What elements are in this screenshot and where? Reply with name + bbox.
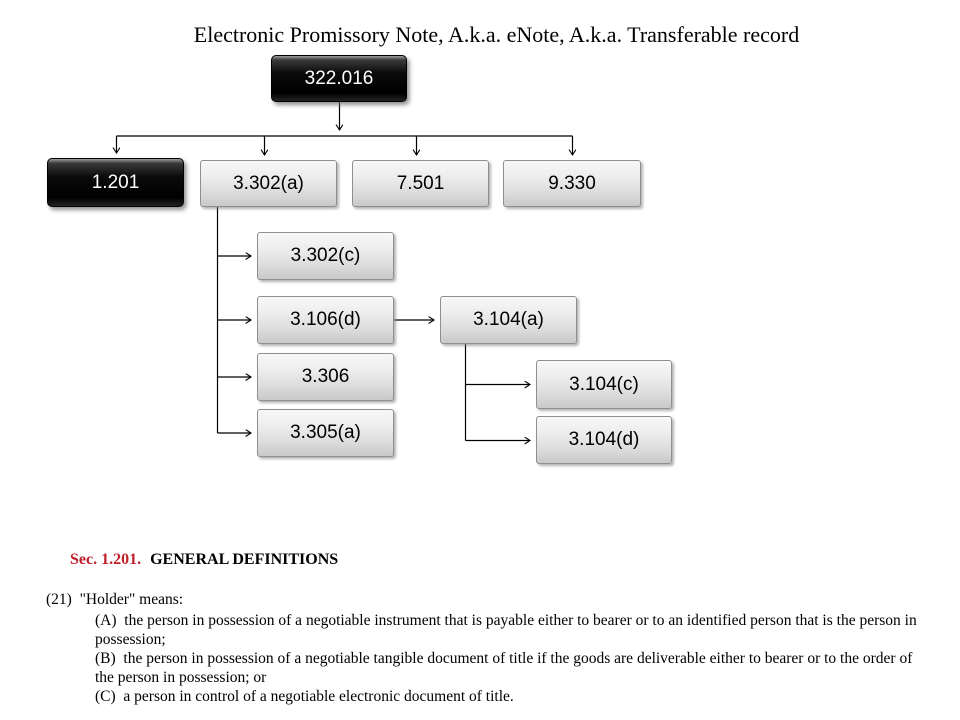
node-3-104d <box>536 416 672 464</box>
node-1-201 <box>47 158 184 207</box>
definitions-block <box>46 530 946 706</box>
node-label: 3.302(a) <box>233 172 304 194</box>
node-3-302a <box>200 160 337 207</box>
definition-line: the person in possession; or <box>95 669 267 686</box>
node-9-330 <box>503 160 641 207</box>
section-ref: Sec. 1.201. <box>70 551 142 568</box>
node-label: 322.016 <box>304 67 374 89</box>
node-3-106d <box>257 296 394 344</box>
definition-intro: (21) "Holder" means: <box>46 591 184 608</box>
section-title: GENERAL DEFINITIONS <box>150 551 339 568</box>
node-label: 3.305(a) <box>290 422 361 443</box>
node-label: 1.201 <box>91 171 140 193</box>
node-label: 3.302(c) <box>290 245 361 266</box>
node-label: 3.106(d) <box>290 309 361 330</box>
definition-line: (C) a person in control of a negotiable electronic document of title. <box>95 688 514 705</box>
node-3-306 <box>257 353 394 401</box>
node-label: 3.104(a) <box>473 309 544 330</box>
definitions-heading <box>46 530 946 590</box>
node-3-104a <box>440 296 577 344</box>
node-label: 3.104(d) <box>568 429 640 450</box>
node-label: 3.104(c) <box>569 373 639 395</box>
definition-line: (B) the person in possession of a negotiable tangible document of title if the goods are deliverable either to bearer or to the order of <box>95 650 913 667</box>
node-label: 7.501 <box>396 172 445 194</box>
node-3-104c <box>536 360 672 409</box>
node-3-302c <box>257 232 394 280</box>
node-322-016 <box>271 55 407 102</box>
slide-title: Electronic Promissory Note, A.k.a. eNote, A.k.a. Transferable record <box>193 22 800 47</box>
node-label: 9.330 <box>548 172 596 194</box>
definition-line: (A) the person in possession of a negotiable instrument that is payable either to bearer or to an identified person that is the person in <box>95 612 917 629</box>
node-3-305a <box>257 409 394 457</box>
node-7-501 <box>352 160 489 207</box>
definition-line: possession; <box>95 631 166 648</box>
node-label: 3.306 <box>301 366 350 387</box>
